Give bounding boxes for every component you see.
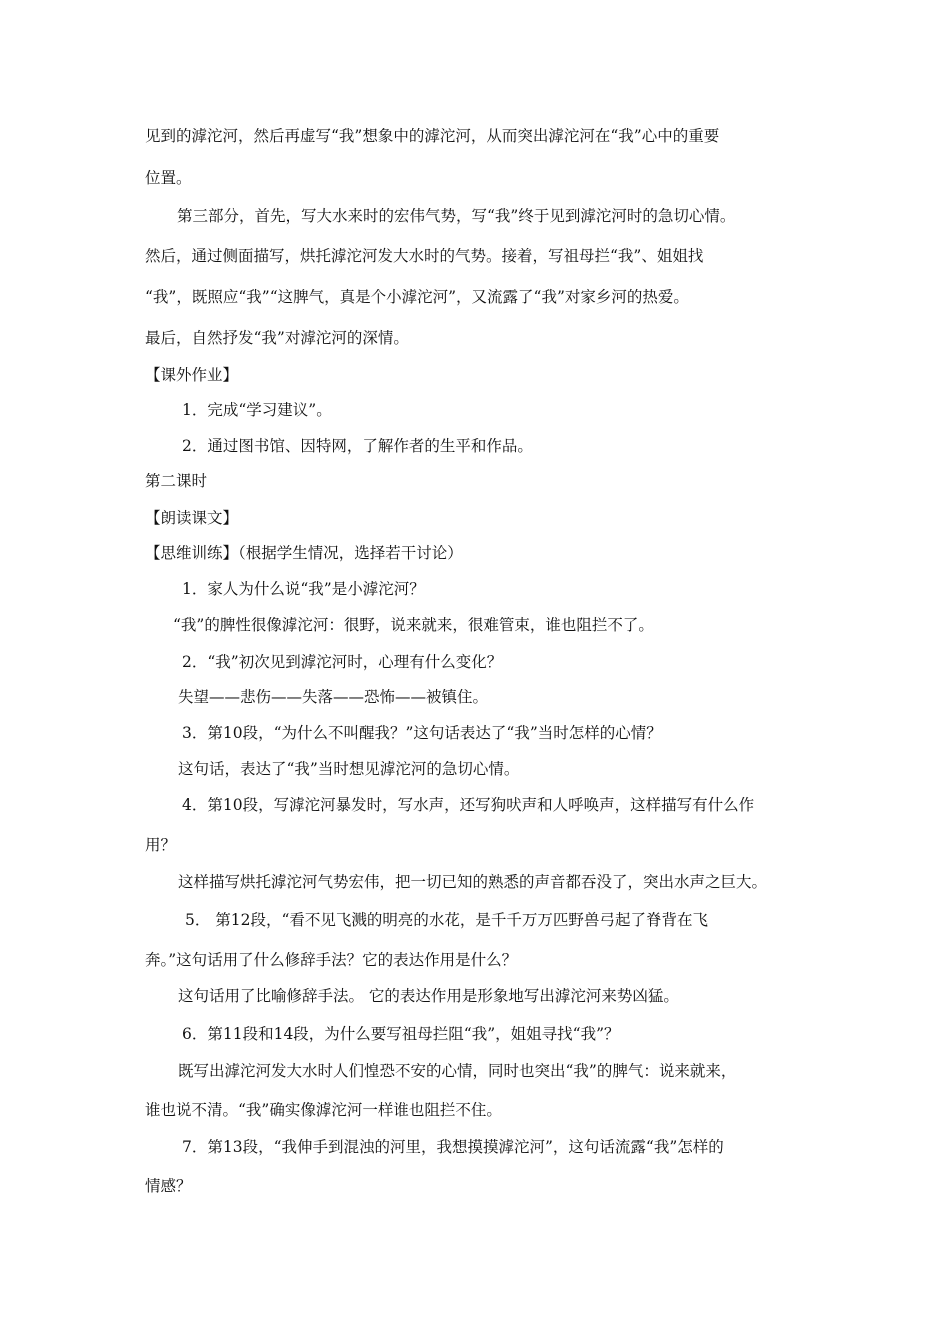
paragraph-line: 位置。 bbox=[145, 169, 192, 187]
question: 7．第13段，“我伸手到混浊的河里，我想摸摸滹沱河”，这句话流露“我”怎样的 bbox=[182, 1138, 724, 1156]
section-heading: 【课外作业】 bbox=[145, 366, 239, 384]
answer: 这句话，表达了“我”当时想见滹沱河的急切心情。 bbox=[178, 760, 520, 778]
section-heading: 【思维训练】（根据学生情况，选择若干讨论） bbox=[145, 544, 463, 562]
question: 5． 第12段，“看不见飞溅的明亮的水花，是千千万万匹野兽弓起了脊背在飞 bbox=[185, 911, 708, 929]
question: 情感？ bbox=[145, 1177, 192, 1195]
answer: “我”的脾性很像滹沱河：很野，说来就来，很难管束，谁也阻拦不了。 bbox=[173, 616, 654, 634]
answer: 这句话用了比喻修辞手法。 它的表达作用是形象地写出滹沱河来势凶猛。 bbox=[178, 987, 679, 1005]
question: 用？ bbox=[145, 836, 177, 854]
question: 6．第11段和14段，为什么要写祖母拦阻“我”，姐姐寻找“我”？ bbox=[182, 1025, 620, 1043]
question: 1．家人为什么说“我”是小滹沱河？ bbox=[182, 580, 425, 598]
lesson-heading: 第二课时 bbox=[145, 472, 208, 490]
question: 4．第10段，写滹沱河暴发时，写水声，还写狗吠声和人呼唤声，这样描写有什么作 bbox=[182, 796, 755, 814]
question: 3．第10段，“为什么不叫醒我？”这句话表达了“我”当时怎样的心情？ bbox=[182, 724, 662, 742]
list-item: 2．通过图书馆、因特网，了解作者的生平和作品。 bbox=[182, 437, 533, 455]
answer: 失望——悲伤——失落——恐怖——被镇住。 bbox=[178, 688, 489, 706]
paragraph-line: 见到的滹沱河，然后再虚写“我”想象中的滹沱河，从而突出滹沱河在“我”心中的重要 bbox=[145, 127, 720, 145]
paragraph-line: “我”，既照应“我”“这脾气，真是个小滹沱河”，又流露了“我”对家乡河的热爱。 bbox=[145, 288, 689, 306]
answer: 既写出滹沱河发大水时人们惶恐不安的心情，同时也突出“我”的脾气：说来就来， bbox=[178, 1062, 737, 1080]
paragraph-line: 第三部分，首先，写大水来时的宏伟气势，写“我”终于见到滹沱河时的急切心情。 bbox=[177, 207, 736, 225]
answer: 这样描写烘托滹沱河气势宏伟，把一切已知的熟悉的声音都吞没了，突出水声之巨大。 bbox=[178, 873, 768, 891]
paragraph-line: 然后，通过侧面描写，烘托滹沱河发大水时的气势。接着，写祖母拦“我”、姐姐找 bbox=[145, 247, 704, 265]
question: 2．“我”初次见到滹沱河时，心理有什么变化？ bbox=[182, 653, 503, 671]
answer: 谁也说不清。“我”确实像滹沱河一样谁也阻拦不住。 bbox=[145, 1101, 502, 1119]
section-heading: 【朗读课文】 bbox=[145, 509, 239, 527]
question: 奔。”这句话用了什么修辞手法？它的表达作用是什么？ bbox=[145, 951, 518, 969]
paragraph-line: 最后，自然抒发“我”对滹沱河的深情。 bbox=[145, 329, 409, 347]
list-item: 1．完成“学习建议”。 bbox=[182, 401, 332, 419]
